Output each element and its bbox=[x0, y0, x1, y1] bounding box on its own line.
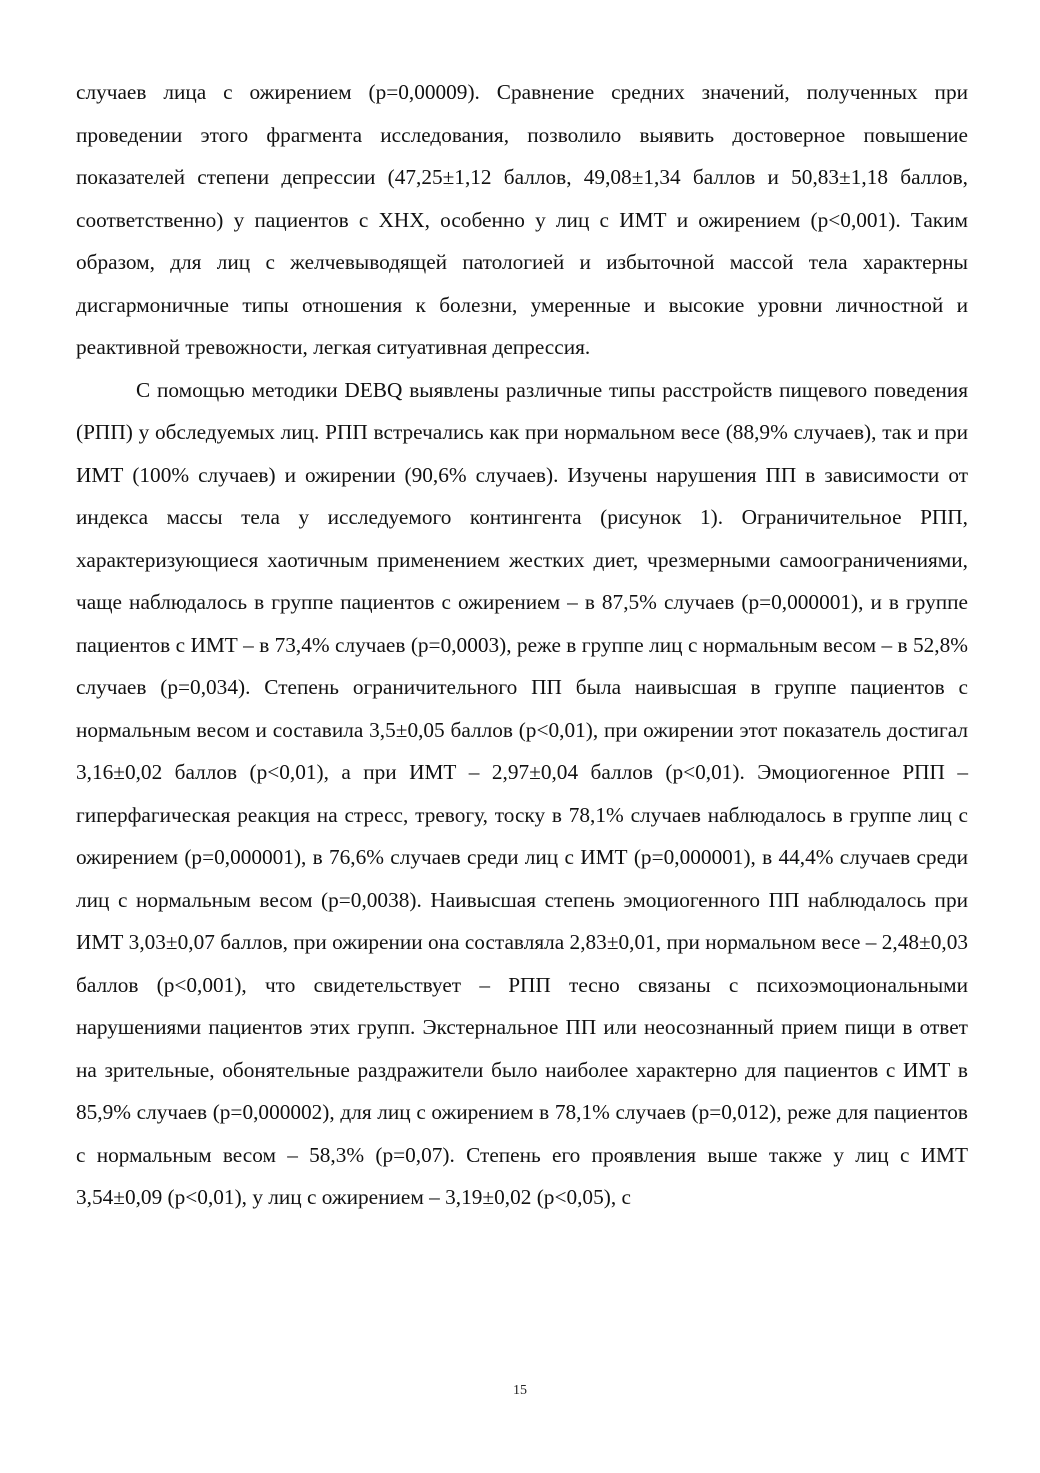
page-number: 15 bbox=[513, 1383, 527, 1398]
document-page bbox=[76, 71, 968, 1219]
paragraph-debq-eating-disorders: С помощью методики DEBQ выявлены различные типы расстройств пищевого поведения (РПП) у обследуемых лиц. РПП встречались как при нормальном весе (88,9% случаев), так и при ИМТ (100% случаев) и ожирении (90,6% случаев). Изучены нарушения ПП в зависимости от индекса массы тела у исследуемого контингента (рисунок 1). Ограничительное РПП, характеризующиеся хаотичным применением жестких диет, чрезмерными самоограничениями, чаще наблюдалось в группе пациентов с ожирением – в 87,5% случаев (p=0,000001), и в группе пациентов с ИМТ – в 73,4% случаев (p=0,0003), реже в группе лиц с нормальным весом – в 52,8% случаев (p=0,034). Степень ограничительного ПП была наивысшая в группе пациентов с нормальным весом и составила 3,5±0,05 баллов (p<0,01), при ожирении этот показатель достигал 3,16±0,02 баллов (p<0,01), а при ИМТ – 2,97±0,04 баллов (p<0,01). Эмоциогенное РПП – гиперфагическая реакция на стресс, тревогу, тоску в 78,1% случаев наблюдалось в группе лиц с ожирением (p=0,000001), в 76,6% случаев среди лиц с ИМТ (p=0,000001), в 44,4% случаев среди лиц с нормальным весом (p=0,0038). Наивысшая степень эмоциогенного ПП наблюдалось при ИМТ 3,03±0,07 баллов, при ожирении она составляла 2,83±0,01, при нормальном весе – 2,48±0,03 баллов (p<0,001), что свидетельствует – РПП тесно связаны с психоэмоциональными нарушениями пациентов этих групп. Экстернальное ПП или неосознанный прием пищи в ответ на зрительные, обонятельные раздражители было наиболее характерно для пациентов с ИМТ в 85,9% случаев (p=0,000002), для лиц с ожирением в 78,1% случаев (p=0,012), реже для пациентов с нормальным весом – 58,3% (p=0,07). Степень его проявления выше также у лиц с ИМТ 3,54±0,09 (p<0,01), у лиц с ожирением – 3,19±0,02 (p<0,05), с bbox=[76, 377, 968, 1209]
paragraph-depression-summary: случаев лица с ожирением (p=0,00009). Сравнение средних значений, полученных при проведении этого фрагмента исследования, позволило выявить достоверное повышение показателей степени депрессии (47,25±1,12 баллов, 49,08±1,34 баллов и 50,83±1,18 баллов, соответственно) у пациентов с ХНХ, особенно у лиц с ИМТ и ожирением (p<0,001). Таким образом, для лиц с желчевыводящей патологией и избыточной массой тела характерны дисгармоничные типы отношения к болезни, умеренные и высокие уровни личностной и реактивной тревожности, легкая ситуативная депрессия. bbox=[76, 80, 968, 359]
